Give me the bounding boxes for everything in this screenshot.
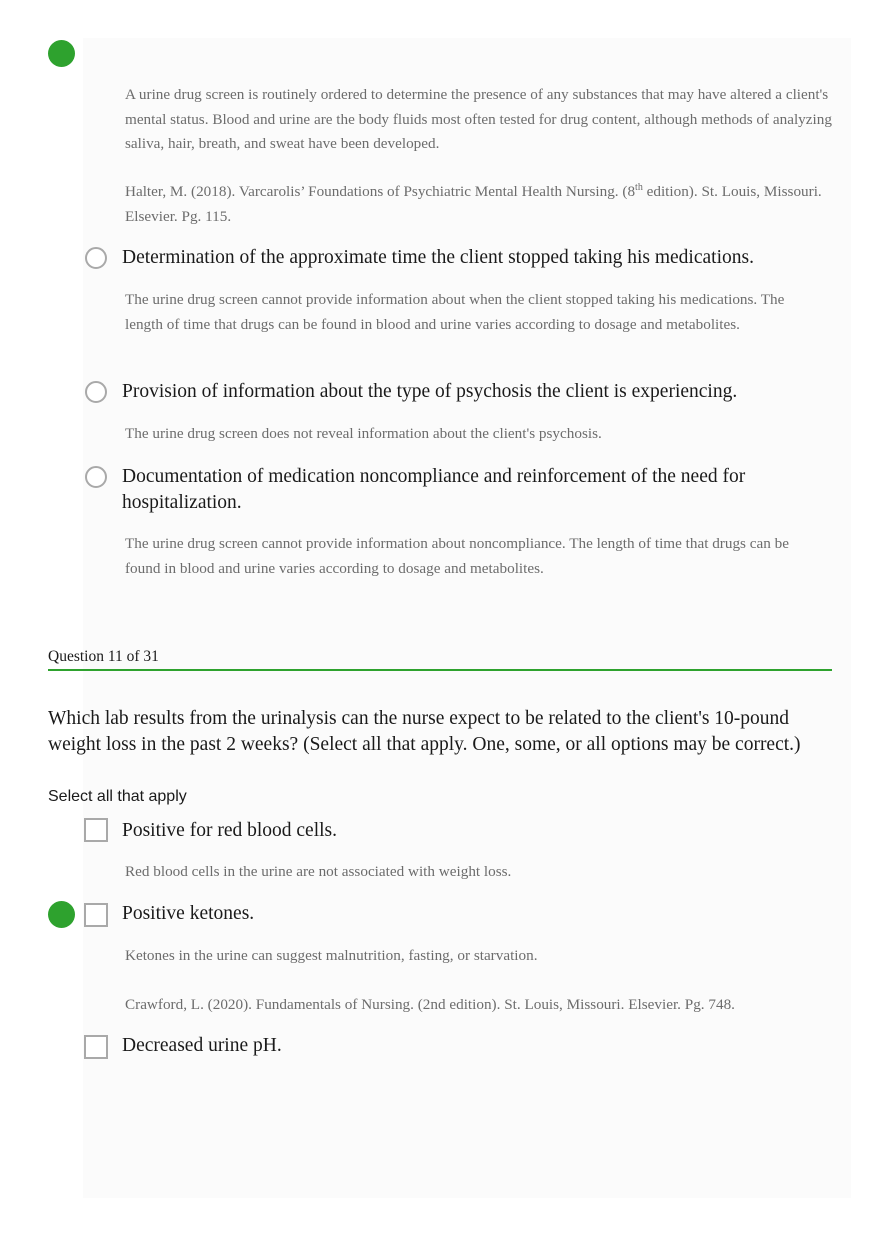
correct-option-rationale: A urine drug screen is routinely ordered to determine the presence of any substances that may have altered a client's mental status. Blood and urine are the body fluids most often tested for drug content, although methods of analyzing saliva, hair, breath, and sweat have been developed. xyxy=(125,86,832,152)
option-checkbox[interactable] xyxy=(84,903,108,927)
option-radio-button[interactable] xyxy=(85,381,107,403)
option-label: Decreased urine pH. xyxy=(122,1035,282,1056)
option-label: Determination of the approximate time the client stopped taking his medications. xyxy=(122,247,754,268)
correct-option-reference: Halter, M. (2018). Varcarolis’ Foundations of Psychiatric Mental Health Nursing. (8th edition). St. Louis, Missouri. Elsevier. Pg. 115. xyxy=(125,181,822,225)
option-label: Positive ketones. xyxy=(122,903,255,924)
option-label: Positive for red blood cells. xyxy=(122,820,338,841)
option-reference: Crawford, L. (2020). Fundamentals of Nursing. (2nd edition). St. Louis, Missouri. Elsevier. Pg. 748. xyxy=(125,996,735,1013)
option-rationale: The urine drug screen cannot provide information about when the client stopped taking his medications. The length of time that drugs can be found in blood and urine varies according to dosage and metabolites. xyxy=(125,291,785,333)
question-divider xyxy=(48,669,832,671)
option-rationale: Ketones in the urine can suggest malnutrition, fasting, or starvation. xyxy=(125,947,538,964)
option-label: Provision of information about the type of psychosis the client is experiencing. xyxy=(122,381,738,402)
option-rationale: The urine drug screen cannot provide information about noncompliance. The length of time that drugs can be found in blood and urine varies according to dosage and metabolites. xyxy=(125,535,789,577)
option-rationale: Red blood cells in the urine are not associated with weight loss. xyxy=(125,863,512,880)
option-label: Documentation of medication noncompliance and reinforcement of the need for hospitalization. xyxy=(122,466,746,513)
option-checkbox[interactable] xyxy=(84,1035,108,1059)
correct-answer-indicator-icon xyxy=(48,40,75,67)
option-rationale: The urine drug screen does not reveal information about the client's psychosis. xyxy=(125,425,602,442)
question-number: Question 11 of 31 xyxy=(48,648,159,665)
question-instruction: Select all that apply xyxy=(48,788,187,805)
question-stem: Which lab results from the urinalysis can the nurse expect to be related to the client's 10-pound weight loss in the past 2 weeks? (Select all that apply. One, some, or all options may be correct.) xyxy=(48,708,801,755)
option-checkbox[interactable] xyxy=(84,818,108,842)
option-radio-button[interactable] xyxy=(85,466,107,488)
correct-answer-indicator-icon xyxy=(48,901,75,928)
option-radio-button[interactable] xyxy=(85,247,107,269)
